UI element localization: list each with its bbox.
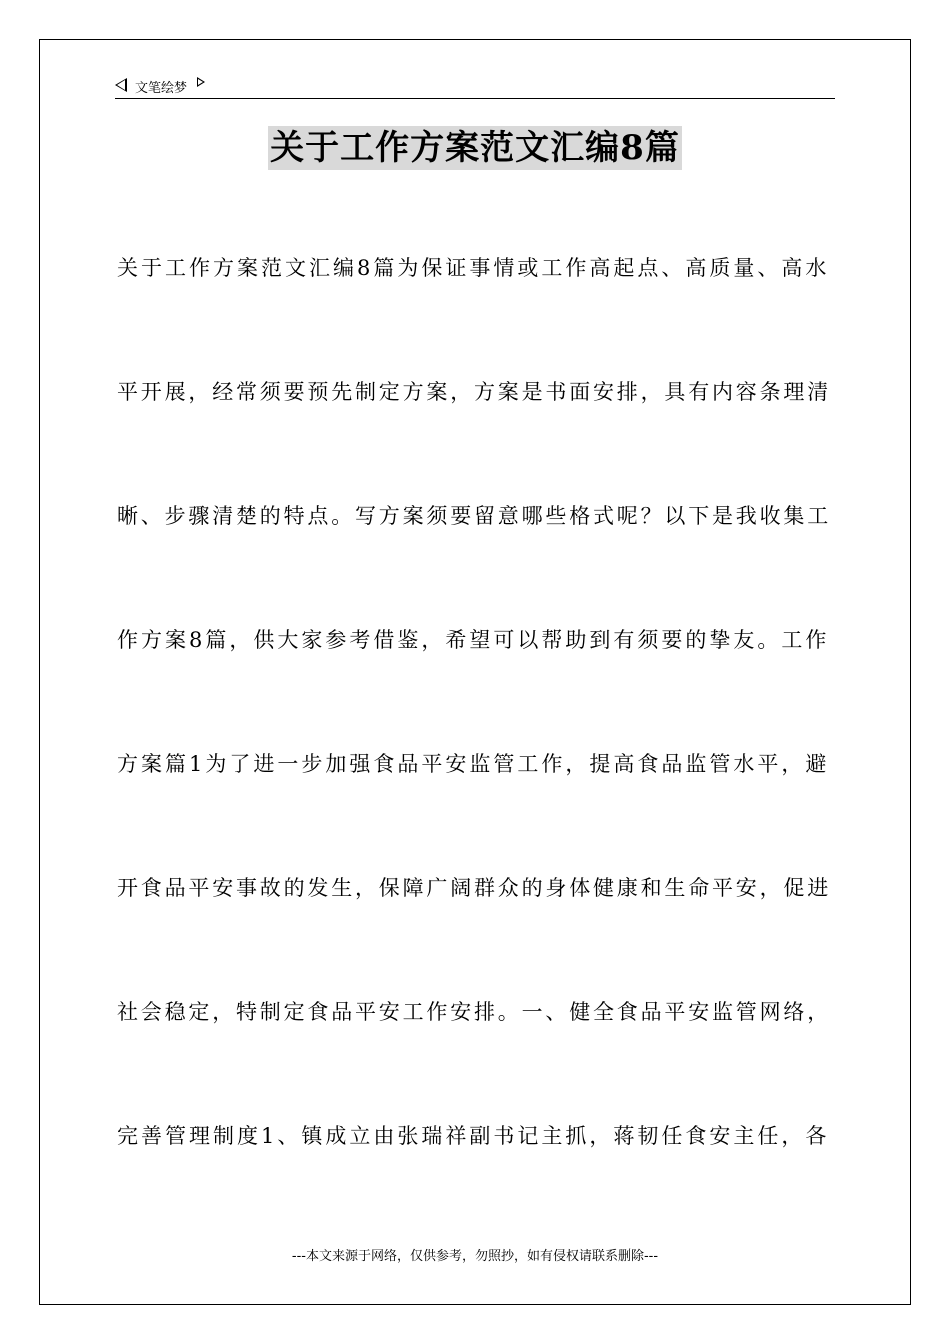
body-line: 关于工作方案范文汇编8篇为保证事情或工作高起点、高质量、高水 [117,256,830,280]
body-line: 社会稳定，特制定食品平安工作安排。一、健全食品平安监管网络， [117,1000,831,1024]
document-body [117,205,833,1197]
body-line: 开食品平安事故的发生，保障广阔群众的身体健康和生命平安，促进 [117,876,831,900]
document-title: 关于工作方案范文汇编8篇 [270,128,680,168]
header-brand: 文笔绘梦 [135,80,188,96]
title-container [0,126,950,170]
triangle-right-icon [197,77,205,87]
body-line: 完善管理制度1、镇成立由张瑞祥副书记主抓，蒋韧任食安主任，各 [117,1124,830,1148]
page-header [115,74,835,99]
footer-notice: ---本文来源于网络，仅供参考，勿照抄，如有侵权请联系删除--- [291,1249,659,1264]
body-line: 晰、步骤清楚的特点。写方案须要留意哪些格式呢？以下是我收集工 [117,504,831,528]
body-line: 平开展，经常须要预先制定方案，方案是书面安排，具有内容条理清 [117,380,831,404]
triangle-left-icon [115,78,127,92]
body-line: 作方案8篇，供大家参考借鉴，希望可以帮助到有须要的挚友。工作 [117,628,830,652]
body-line: 方案篇1为了进一步加强食品平安监管工作，提高食品监管水平，避 [117,752,830,776]
